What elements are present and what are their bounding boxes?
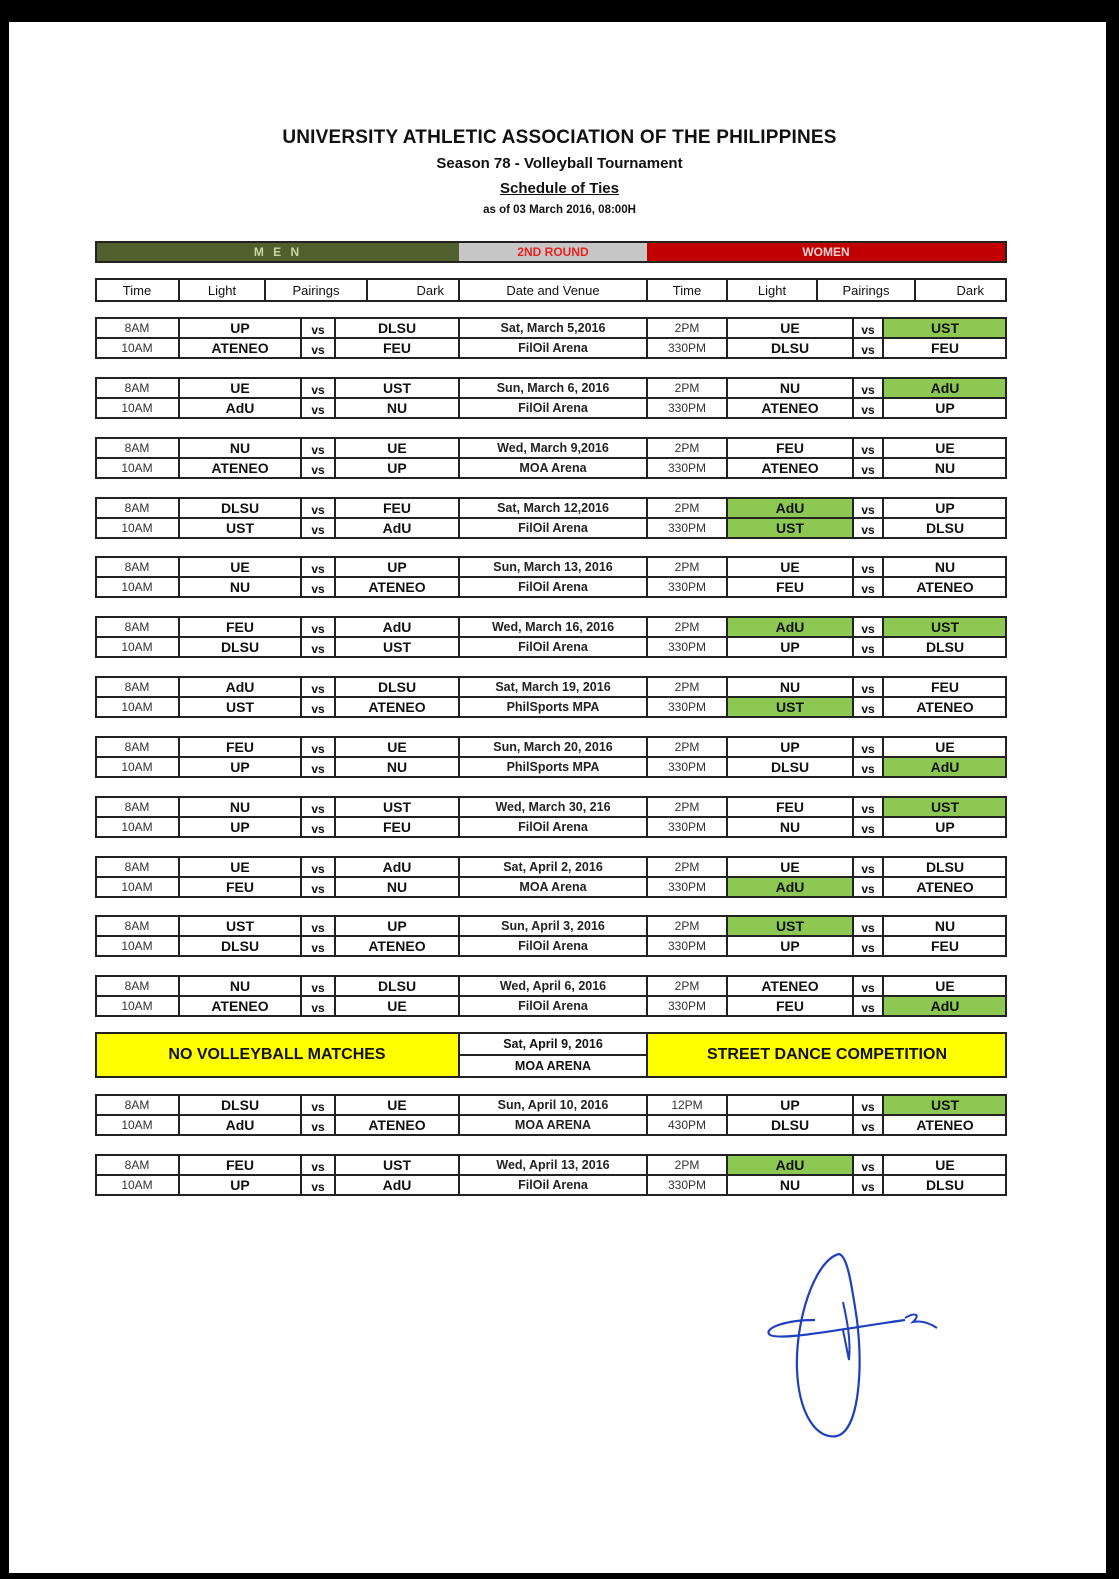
men-time: 10AM <box>95 577 179 597</box>
men-vs: vs <box>301 817 335 837</box>
women-light-team: NU <box>727 817 853 837</box>
women-vs: vs <box>853 1095 883 1115</box>
men-dark-team: AdU <box>335 1175 459 1195</box>
header-women-light: Light <box>727 279 817 301</box>
men-time: 10AM <box>95 757 179 777</box>
document-title: UNIVERSITY ATHLETIC ASSOCIATION OF THE PHILIPPINES <box>282 127 837 148</box>
men-time: 8AM <box>95 318 179 338</box>
women-time: 2PM <box>647 1155 727 1175</box>
women-time: 2PM <box>647 916 727 936</box>
men-vs: vs <box>301 976 335 996</box>
match-date: Wed, March 16, 2016 <box>459 617 647 637</box>
men-time: 10AM <box>95 338 179 358</box>
men-time: 10AM <box>95 458 179 478</box>
women-light-team: ATENEO <box>727 398 853 418</box>
match-venue: FilOil Arena <box>459 637 647 657</box>
women-light-team: ATENEO <box>727 976 853 996</box>
women-dark-team: UE <box>883 737 1007 757</box>
women-vs: vs <box>853 498 883 518</box>
men-vs: vs <box>301 398 335 418</box>
men-vs: vs <box>301 518 335 538</box>
women-vs: vs <box>853 916 883 936</box>
men-light-team: FEU <box>179 617 301 637</box>
men-light-team: UP <box>179 757 301 777</box>
men-light-team: NU <box>179 438 301 458</box>
women-vs: vs <box>853 996 883 1016</box>
women-dark-team: FEU <box>883 936 1007 956</box>
women-vs: vs <box>853 797 883 817</box>
women-time: 330PM <box>647 518 727 538</box>
match-date: Sat, March 5,2016 <box>459 318 647 338</box>
match-venue: PhilSports MPA <box>459 757 647 777</box>
women-dark-team: DLSU <box>883 1175 1007 1195</box>
match-venue: FilOil Arena <box>459 1175 647 1195</box>
men-vs: vs <box>301 498 335 518</box>
women-vs: vs <box>853 697 883 717</box>
women-light-team: UP <box>727 1095 853 1115</box>
signature <box>755 1250 975 1450</box>
women-vs: vs <box>853 976 883 996</box>
men-dark-team: UST <box>335 797 459 817</box>
women-dark-team: ATENEO <box>883 877 1007 897</box>
women-dark-team: UST <box>883 318 1007 338</box>
men-vs: vs <box>301 318 335 338</box>
women-band: WOMEN <box>647 241 1007 263</box>
men-light-team: UE <box>179 557 301 577</box>
no-matches-notice: NO VOLLEYBALL MATCHES <box>95 1033 459 1077</box>
women-vs: vs <box>853 617 883 637</box>
women-vs: vs <box>853 877 883 897</box>
women-vs: vs <box>853 518 883 538</box>
men-dark-team: FEU <box>335 498 459 518</box>
women-vs: vs <box>853 438 883 458</box>
women-dark-team: AdU <box>883 757 1007 777</box>
women-time: 330PM <box>647 936 727 956</box>
men-time: 10AM <box>95 817 179 837</box>
women-vs: vs <box>853 637 883 657</box>
women-dark-team: ATENEO <box>883 1115 1007 1135</box>
men-dark-team: UP <box>335 458 459 478</box>
match-date: Sun, April 3, 2016 <box>459 916 647 936</box>
match-date: Wed, April 13, 2016 <box>459 1155 647 1175</box>
men-light-team: AdU <box>179 1115 301 1135</box>
women-vs: vs <box>853 318 883 338</box>
men-dark-team: UE <box>335 996 459 1016</box>
men-dark-team: NU <box>335 757 459 777</box>
men-time: 8AM <box>95 677 179 697</box>
women-time: 430PM <box>647 1115 727 1135</box>
men-vs: vs <box>301 1175 335 1195</box>
match-date: Wed, March 9,2016 <box>459 438 647 458</box>
men-vs: vs <box>301 338 335 358</box>
women-light-team: FEU <box>727 577 853 597</box>
women-time: 2PM <box>647 318 727 338</box>
women-time: 2PM <box>647 378 727 398</box>
men-light-team: UST <box>179 697 301 717</box>
match-venue: MOA Arena <box>459 877 647 897</box>
men-dark-team: NU <box>335 877 459 897</box>
match-venue: FilOil Arena <box>459 996 647 1016</box>
men-time: 8AM <box>95 797 179 817</box>
special-date: Sat, April 9, 2016 <box>459 1033 647 1055</box>
men-time: 10AM <box>95 518 179 538</box>
women-dark-team: FEU <box>883 338 1007 358</box>
men-vs: vs <box>301 996 335 1016</box>
women-vs: vs <box>853 677 883 697</box>
women-dark-team: DLSU <box>883 518 1007 538</box>
women-time: 330PM <box>647 817 727 837</box>
women-dark-team: NU <box>883 916 1007 936</box>
men-dark-team: UP <box>335 916 459 936</box>
men-light-team: ATENEO <box>179 458 301 478</box>
men-dark-team: DLSU <box>335 677 459 697</box>
men-light-team: AdU <box>179 677 301 697</box>
men-dark-team: DLSU <box>335 318 459 338</box>
women-dark-team: UP <box>883 817 1007 837</box>
men-time: 8AM <box>95 498 179 518</box>
women-time: 330PM <box>647 398 727 418</box>
men-vs: vs <box>301 458 335 478</box>
women-light-team: NU <box>727 378 853 398</box>
women-time: 2PM <box>647 797 727 817</box>
women-light-team: DLSU <box>727 1115 853 1135</box>
men-vs: vs <box>301 1115 335 1135</box>
women-dark-team: UST <box>883 797 1007 817</box>
men-light-team: DLSU <box>179 936 301 956</box>
women-time: 2PM <box>647 677 727 697</box>
men-dark-team: AdU <box>335 857 459 877</box>
men-light-team: NU <box>179 797 301 817</box>
women-light-team: UP <box>727 637 853 657</box>
men-time: 10AM <box>95 637 179 657</box>
men-time: 10AM <box>95 1115 179 1135</box>
women-time: 330PM <box>647 338 727 358</box>
round-band: 2ND ROUND <box>459 241 647 263</box>
match-date: Sun, April 10, 2016 <box>459 1095 647 1115</box>
women-vs: vs <box>853 817 883 837</box>
match-venue: FilOil Arena <box>459 577 647 597</box>
men-time: 8AM <box>95 378 179 398</box>
match-venue: FilOil Arena <box>459 338 647 358</box>
men-time: 8AM <box>95 916 179 936</box>
match-date: Wed, March 30, 216 <box>459 797 647 817</box>
women-time: 2PM <box>647 857 727 877</box>
women-time: 2PM <box>647 557 727 577</box>
women-light-team: DLSU <box>727 338 853 358</box>
women-dark-team: DLSU <box>883 637 1007 657</box>
women-time: 330PM <box>647 877 727 897</box>
women-light-team: AdU <box>727 617 853 637</box>
match-venue: PhilSports MPA <box>459 697 647 717</box>
men-light-team: UST <box>179 916 301 936</box>
women-time: 2PM <box>647 438 727 458</box>
women-vs: vs <box>853 737 883 757</box>
men-vs: vs <box>301 936 335 956</box>
women-dark-team: UE <box>883 1155 1007 1175</box>
women-time: 2PM <box>647 498 727 518</box>
men-light-team: NU <box>179 577 301 597</box>
men-vs: vs <box>301 877 335 897</box>
women-dark-team: UP <box>883 398 1007 418</box>
women-dark-team: DLSU <box>883 857 1007 877</box>
women-light-team: AdU <box>727 877 853 897</box>
men-dark-team: UST <box>335 637 459 657</box>
women-light-team: AdU <box>727 498 853 518</box>
men-light-team: UE <box>179 378 301 398</box>
women-dark-team: UST <box>883 617 1007 637</box>
women-light-team: AdU <box>727 1155 853 1175</box>
women-light-team: UST <box>727 916 853 936</box>
match-venue: FilOil Arena <box>459 398 647 418</box>
header-women-dark: Dark <box>915 279 1007 301</box>
women-vs: vs <box>853 857 883 877</box>
men-vs: vs <box>301 677 335 697</box>
women-vs: vs <box>853 757 883 777</box>
women-vs: vs <box>853 398 883 418</box>
women-vs: vs <box>853 458 883 478</box>
women-light-team: FEU <box>727 996 853 1016</box>
men-dark-team: ATENEO <box>335 1115 459 1135</box>
women-time: 330PM <box>647 697 727 717</box>
men-light-team: ATENEO <box>179 338 301 358</box>
men-dark-team: ATENEO <box>335 936 459 956</box>
match-date: Sun, March 20, 2016 <box>459 737 647 757</box>
header-men-pairings: Pairings <box>265 279 367 301</box>
women-light-team: UP <box>727 737 853 757</box>
street-dance-notice: STREET DANCE COMPETITION <box>647 1033 1007 1077</box>
women-light-team: UST <box>727 518 853 538</box>
men-time: 8AM <box>95 737 179 757</box>
men-dark-team: FEU <box>335 338 459 358</box>
women-time: 2PM <box>647 617 727 637</box>
document-subtitle: Season 78 - Volleyball Tournament <box>436 155 683 172</box>
men-vs: vs <box>301 1155 335 1175</box>
men-dark-team: DLSU <box>335 976 459 996</box>
women-time: 330PM <box>647 757 727 777</box>
men-time: 10AM <box>95 398 179 418</box>
header-men-time: Time <box>95 279 179 301</box>
men-vs: vs <box>301 577 335 597</box>
men-light-team: UP <box>179 817 301 837</box>
match-venue: FilOil Arena <box>459 817 647 837</box>
match-date: Sat, April 2, 2016 <box>459 857 647 877</box>
women-time: 330PM <box>647 577 727 597</box>
women-time: 2PM <box>647 976 727 996</box>
women-time: 330PM <box>647 1175 727 1195</box>
men-vs: vs <box>301 757 335 777</box>
men-time: 8AM <box>95 976 179 996</box>
women-dark-team: NU <box>883 557 1007 577</box>
men-vs: vs <box>301 737 335 757</box>
men-dark-team: NU <box>335 398 459 418</box>
men-light-team: UE <box>179 857 301 877</box>
men-light-team: UST <box>179 518 301 538</box>
schedule-label: Schedule of Ties <box>500 180 619 197</box>
women-dark-team: AdU <box>883 996 1007 1016</box>
men-dark-team: AdU <box>335 617 459 637</box>
men-light-team: ATENEO <box>179 996 301 1016</box>
men-light-team: UP <box>179 1175 301 1195</box>
men-band: M E N <box>95 241 459 263</box>
match-date: Sun, March 13, 2016 <box>459 557 647 577</box>
men-time: 8AM <box>95 857 179 877</box>
men-light-team: FEU <box>179 1155 301 1175</box>
women-dark-team: UE <box>883 976 1007 996</box>
women-light-team: ATENEO <box>727 458 853 478</box>
men-dark-team: UE <box>335 1095 459 1115</box>
men-time: 10AM <box>95 936 179 956</box>
women-light-team: NU <box>727 677 853 697</box>
match-venue: FilOil Arena <box>459 518 647 538</box>
men-dark-team: UST <box>335 378 459 398</box>
women-light-team: FEU <box>727 797 853 817</box>
women-light-team: FEU <box>727 438 853 458</box>
women-dark-team: NU <box>883 458 1007 478</box>
men-dark-team: UE <box>335 737 459 757</box>
women-time: 2PM <box>647 737 727 757</box>
women-vs: vs <box>853 378 883 398</box>
women-time: 330PM <box>647 637 727 657</box>
women-dark-team: ATENEO <box>883 697 1007 717</box>
men-vs: vs <box>301 857 335 877</box>
women-dark-team: UP <box>883 498 1007 518</box>
women-vs: vs <box>853 557 883 577</box>
men-light-team: FEU <box>179 877 301 897</box>
men-dark-team: UST <box>335 1155 459 1175</box>
women-vs: vs <box>853 1175 883 1195</box>
men-vs: vs <box>301 378 335 398</box>
women-light-team: NU <box>727 1175 853 1195</box>
men-light-team: DLSU <box>179 637 301 657</box>
men-light-team: NU <box>179 976 301 996</box>
special-venue: MOA ARENA <box>459 1055 647 1077</box>
women-light-team: UE <box>727 557 853 577</box>
match-venue: MOA ARENA <box>459 1115 647 1135</box>
men-time: 10AM <box>95 996 179 1016</box>
men-time: 8AM <box>95 557 179 577</box>
men-light-team: DLSU <box>179 1095 301 1115</box>
men-time: 10AM <box>95 877 179 897</box>
header-women-time: Time <box>647 279 727 301</box>
men-vs: vs <box>301 637 335 657</box>
women-time: 12PM <box>647 1095 727 1115</box>
women-light-team: UP <box>727 936 853 956</box>
women-dark-team: UST <box>883 1095 1007 1115</box>
men-light-team: UP <box>179 318 301 338</box>
women-light-team: DLSU <box>727 757 853 777</box>
women-light-team: UST <box>727 697 853 717</box>
header-men-dark: Dark <box>367 279 459 301</box>
men-time: 10AM <box>95 1175 179 1195</box>
women-dark-team: AdU <box>883 378 1007 398</box>
men-dark-team: ATENEO <box>335 697 459 717</box>
men-dark-team: UP <box>335 557 459 577</box>
women-dark-team: ATENEO <box>883 577 1007 597</box>
match-date: Wed, April 6, 2016 <box>459 976 647 996</box>
women-vs: vs <box>853 338 883 358</box>
match-date: Sun, March 6, 2016 <box>459 378 647 398</box>
men-light-team: DLSU <box>179 498 301 518</box>
as-of-date: as of 03 March 2016, 08:00H <box>483 204 636 216</box>
men-vs: vs <box>301 438 335 458</box>
men-dark-team: FEU <box>335 817 459 837</box>
men-time: 10AM <box>95 697 179 717</box>
men-time: 8AM <box>95 617 179 637</box>
women-vs: vs <box>853 577 883 597</box>
men-vs: vs <box>301 1095 335 1115</box>
men-dark-team: ATENEO <box>335 577 459 597</box>
women-vs: vs <box>853 936 883 956</box>
men-time: 8AM <box>95 1155 179 1175</box>
women-dark-team: UE <box>883 438 1007 458</box>
women-time: 330PM <box>647 458 727 478</box>
men-time: 8AM <box>95 1095 179 1115</box>
men-vs: vs <box>301 557 335 577</box>
men-vs: vs <box>301 916 335 936</box>
men-vs: vs <box>301 697 335 717</box>
men-vs: vs <box>301 797 335 817</box>
women-vs: vs <box>853 1115 883 1135</box>
women-time: 330PM <box>647 996 727 1016</box>
men-light-team: FEU <box>179 737 301 757</box>
match-date: Sat, March 12,2016 <box>459 498 647 518</box>
women-vs: vs <box>853 1155 883 1175</box>
header-men-light: Light <box>179 279 265 301</box>
men-dark-team: UE <box>335 438 459 458</box>
match-date: Sat, March 19, 2016 <box>459 677 647 697</box>
header-date-venue: Date and Venue <box>459 279 647 301</box>
men-light-team: AdU <box>179 398 301 418</box>
match-venue: MOA Arena <box>459 458 647 478</box>
match-venue: FilOil Arena <box>459 936 647 956</box>
men-dark-team: AdU <box>335 518 459 538</box>
women-dark-team: FEU <box>883 677 1007 697</box>
women-light-team: UE <box>727 318 853 338</box>
women-light-team: UE <box>727 857 853 877</box>
men-time: 8AM <box>95 438 179 458</box>
header-women-pairings: Pairings <box>817 279 915 301</box>
men-vs: vs <box>301 617 335 637</box>
